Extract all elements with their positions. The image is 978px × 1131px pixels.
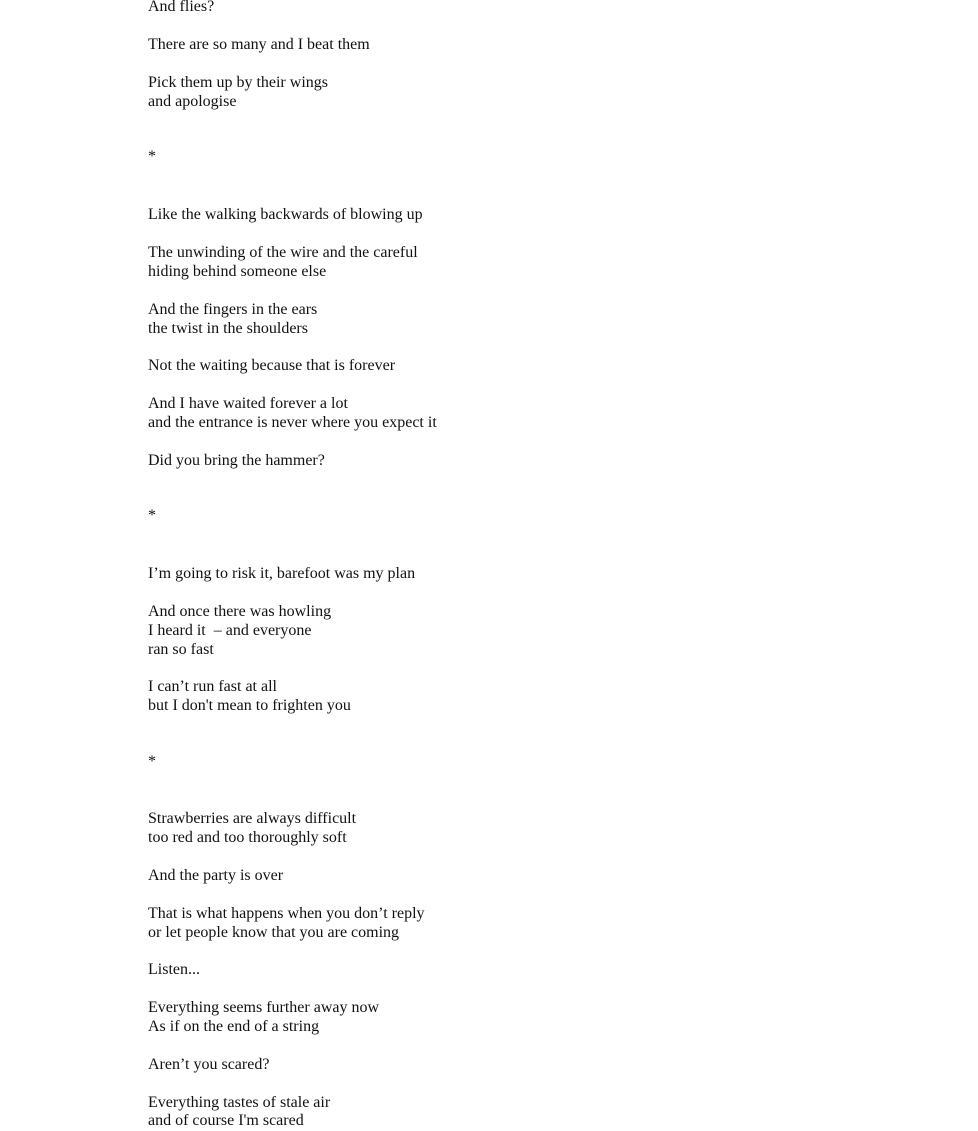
poem-line: too red and too thoroughly soft (148, 829, 347, 846)
poem-line: but I don't mean to frighten you (148, 697, 351, 714)
poem-line: Strawberries are always difficult (148, 810, 357, 827)
section-separator: * (148, 507, 156, 524)
poem-line: Everything seems further away now (148, 999, 380, 1016)
poem-line: and apologise (148, 93, 237, 110)
poem-line: Listen... (148, 961, 200, 978)
poem-line: That is what happens when you don’t reply (148, 905, 425, 922)
poem-line: Not the waiting because that is forever (148, 357, 396, 374)
poem-line: Pick them up by their wings (148, 74, 328, 91)
poem-line: And flies? (148, 0, 215, 15)
poem-line: As if on the end of a string (148, 1018, 320, 1035)
poem-line: And the fingers in the ears (148, 301, 318, 318)
poem-line: or let people know that you are coming (148, 924, 400, 941)
poem-line: And the party is over (148, 867, 284, 884)
poem-line: the twist in the shoulders (148, 320, 308, 337)
poem-line: And I have waited forever a lot (148, 395, 348, 412)
poem-line: Like the walking backwards of blowing up (148, 206, 423, 223)
section-separator: * (148, 753, 156, 770)
poem-line: Aren’t you scared? (148, 1056, 270, 1073)
poem-line: The unwinding of the wire and the careful (148, 244, 418, 261)
poem-line: ran so fast (148, 641, 214, 658)
poem-line: I heard it – and everyone (148, 622, 312, 639)
poem-line: Everything tastes of stale air (148, 1094, 331, 1111)
poem-line: I’m going to risk it, barefoot was my plan (148, 565, 416, 582)
poem-line: I can’t run fast at all (148, 678, 277, 695)
poem-line: and the entrance is never where you expect it (148, 414, 437, 431)
poem-line: hiding behind someone else (148, 263, 327, 280)
section-separator: * (148, 148, 156, 165)
poem-line: and of course I'm scared (148, 1112, 304, 1129)
poem-line: There are so many and I beat them (148, 36, 370, 53)
poem-line: And once there was howling (148, 603, 332, 620)
poem-line: Did you bring the hammer? (148, 452, 325, 469)
